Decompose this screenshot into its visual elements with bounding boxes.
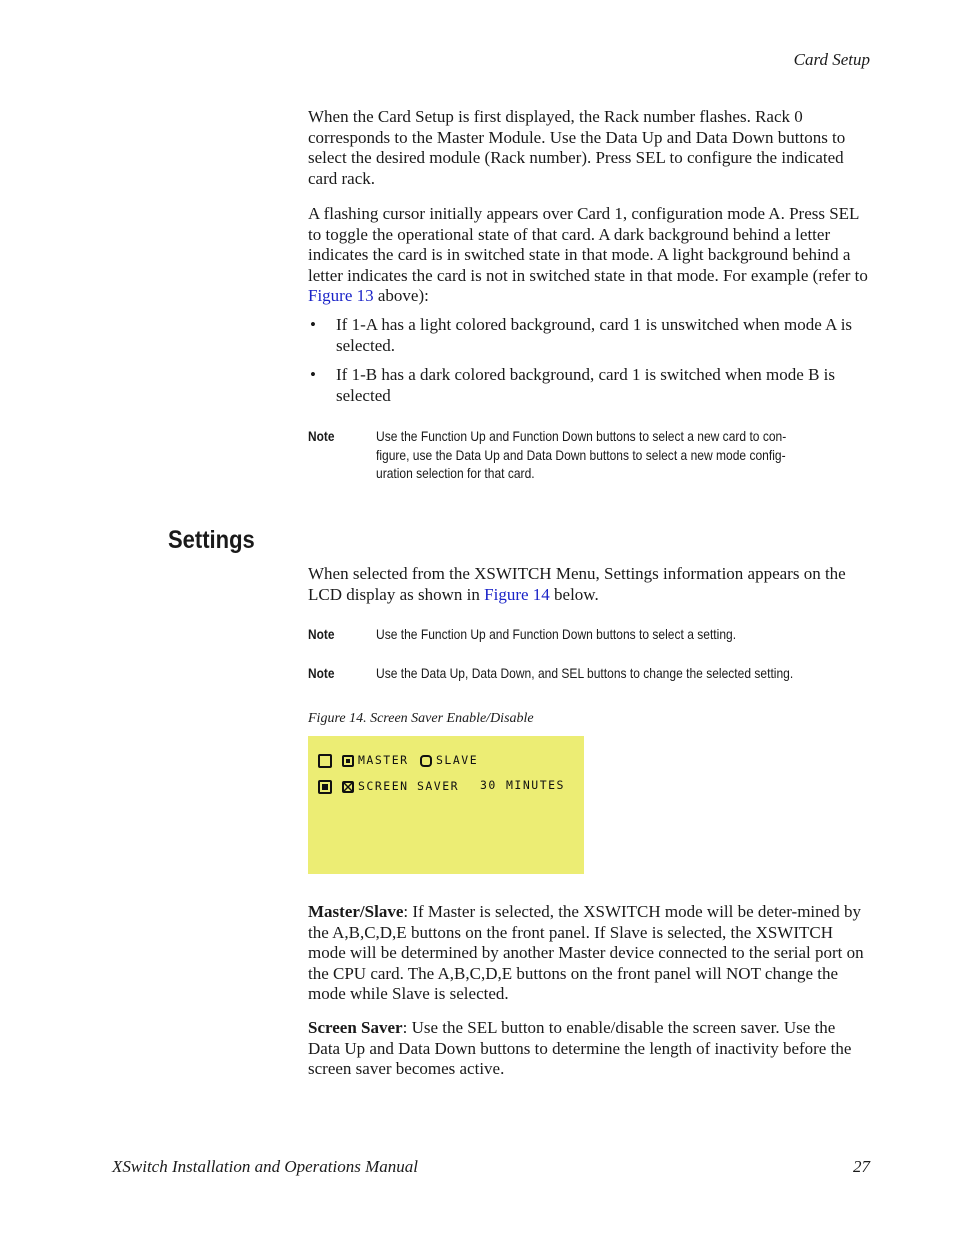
figure-13-link[interactable]: Figure 13 (308, 286, 374, 305)
figure-14-link[interactable]: Figure 14 (484, 584, 550, 604)
footer-manual-title: XSwitch Installation and Operations Manual (112, 1157, 418, 1176)
screen-saver-term: Screen Saver (308, 1018, 403, 1037)
list-item (308, 365, 868, 406)
note-change-setting (308, 664, 868, 684)
footer-page-number: 27 (853, 1157, 870, 1176)
lcd-slave-label: SLAVE (436, 753, 479, 767)
note-card-selection (308, 427, 868, 487)
slave-radio-icon[interactable] (420, 755, 432, 767)
intro-paragraph-2-text: A flashing cursor initially appears over Card 1, configuration mode A. Press SEL to toggle the operational state of that card. A dark background behind a letter indicates the card is in switched state in that mode. A light background behind a letter indicates the card is not in switched state in that mode. For example (refer to (308, 204, 868, 285)
intro-paragraph-1 (308, 107, 868, 189)
master-slave-text: : If Master is selected, the XSWITCH mode will be deter-mined by the A,B,C,D,E buttons on the front panel. If Slave is selected, the XSWITCH mode will be determined by another Master device connected to the serial port on the CPU card. The A,B,C,D,E buttons on the front panel will NOT change the mode while Slave is selected. (308, 902, 864, 1003)
section-heading-settings: Settings (168, 526, 255, 554)
list-item (308, 315, 868, 356)
figure-caption: Figure 14. Screen Saver Enable/Disable (308, 711, 534, 726)
note-label: Note (308, 665, 335, 681)
settings-paragraph (308, 564, 868, 605)
master-slave-paragraph (308, 902, 868, 1005)
bullet-text: If 1-B has a dark colored background, card 1 is switched when mode B is selected (336, 365, 836, 405)
lcd-minutes-label: MINUTES (506, 778, 565, 792)
master-radio-icon[interactable] (342, 755, 354, 767)
intro-paragraph-2 (308, 204, 868, 307)
row-2-cursor-fill (322, 784, 328, 790)
note-label: Note (308, 428, 335, 444)
note-line: figure, use the Data Up and Data Down buttons to select a new mode config- (376, 446, 786, 463)
screen-saver-paragraph (308, 1018, 868, 1080)
row-2-cursor-box (318, 780, 332, 794)
note-line: Use the Function Up and Function Down buttons to select a new card to con- (376, 428, 787, 444)
screen-saver-checkbox-icon[interactable] (342, 781, 354, 793)
settings-paragraph-tail: below. (549, 584, 599, 604)
lcd-display (308, 736, 584, 874)
settings-paragraph-text: When selected from the XSWITCH Menu, Settings information appears on the LCD display as shown in (308, 564, 846, 604)
bullet-list (308, 315, 868, 406)
bullet-text: If 1-A has a light colored background, card 1 is unswitched when mode A is selected. (336, 315, 853, 355)
bullet-marker: • (310, 315, 316, 334)
note-text (376, 427, 789, 483)
running-header: Card Setup (793, 50, 870, 69)
row-1-cursor-box (318, 754, 332, 768)
lcd-master-label: MASTER (358, 753, 409, 767)
master-radio-dot (346, 759, 350, 763)
master-slave-term: Master/Slave (308, 902, 404, 921)
note-select-setting (308, 625, 868, 645)
lcd-minutes-value[interactable]: 30 (480, 778, 497, 792)
checkbox-x-icon (344, 783, 352, 791)
note-text: Use the Data Up, Data Down, and SEL buttons to change the selected setting. (376, 665, 794, 681)
note-text: Use the Function Up and Function Down buttons to select a setting. (376, 626, 737, 642)
intro-paragraph-1-text: When the Card Setup is first displayed, the Rack number flashes. Rack 0 corresponds to the Master Module. Use the Data Up and Data Down buttons to select the desired module (Rack number). Press SEL to configure the indicated card rack. (308, 107, 846, 188)
note-label: Note (308, 626, 335, 642)
bullet-marker: • (310, 365, 316, 384)
intro-paragraph-2-tail: above): (373, 286, 429, 305)
note-line: uration selection for that card. (376, 465, 535, 481)
lcd-screen-saver-label: SCREEN SAVER (358, 779, 460, 793)
screen-saver-text: : Use the SEL button to enable/disable the screen saver. Use the Data Up and Data Down buttons to determine the length of inactivity before the screen saver becomes active. (308, 1018, 852, 1078)
